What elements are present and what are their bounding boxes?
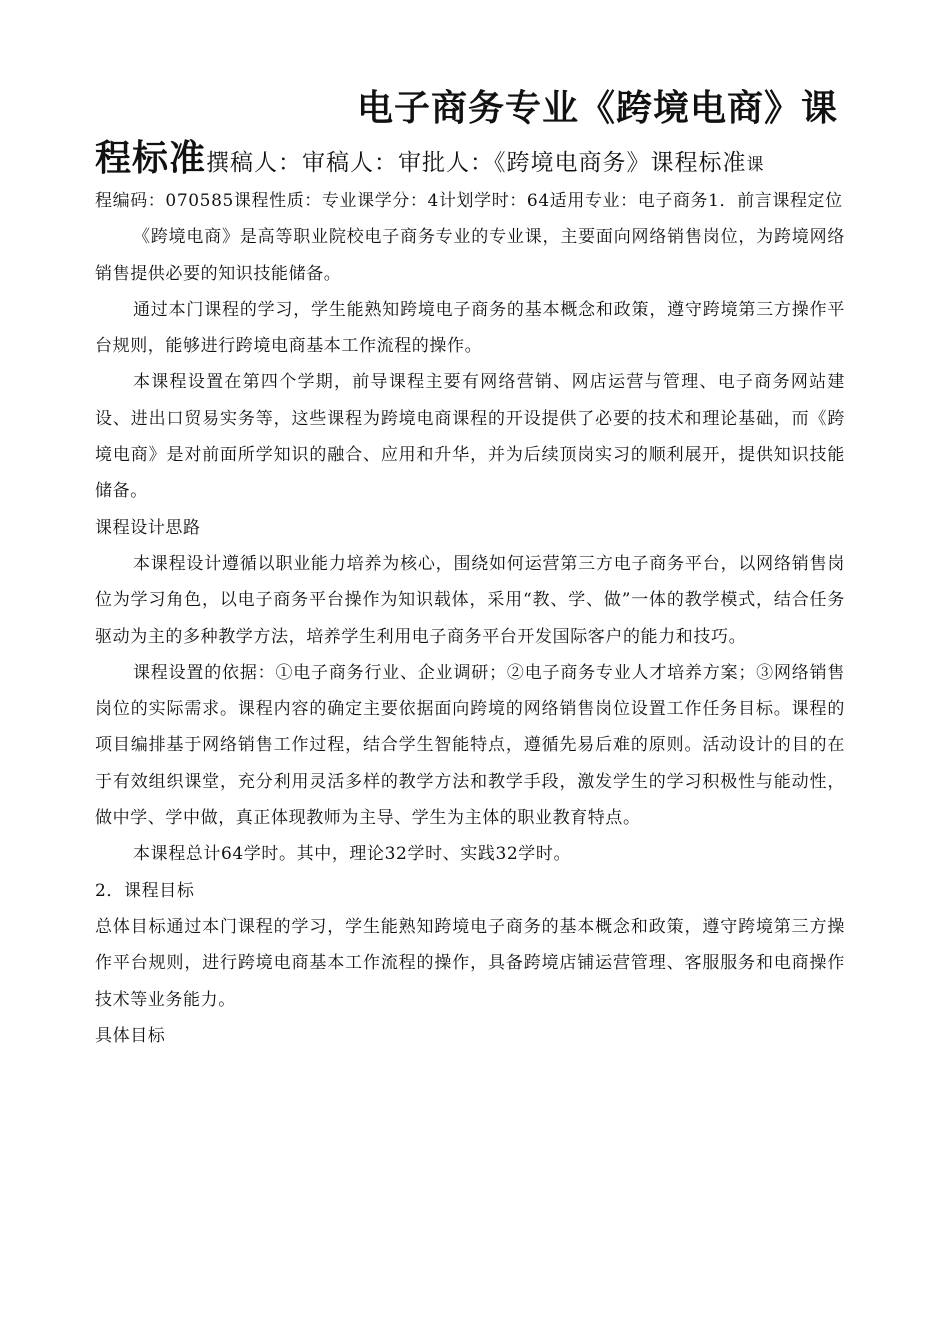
document-title: 电子商务专业《跨境电商》课 [357,88,839,129]
document-body [95,183,845,1054]
section-heading: 2．课程目标 [95,880,195,901]
body-paragraph: 《跨境电商》是高等职业院校电子商务专业的专业课，主要面向网络销售岗位，为跨境网络销售提供必要的知识技能储备。 [95,227,845,284]
body-paragraph: 本课程设置在第四个学期，前导课程主要有网络营销、网店运营与管理、电子商务网站建设、进出口贸易实务等，这些课程为跨境电商课程的开设提供了必要的技术和理论基础，而《跨境电商》是对前面所学知识的融合、应用和升华，并为后续顶岗实习的顺利展开，提供知识技能储备。 [95,372,845,502]
authors-line-tail: 课 [746,155,764,175]
body-paragraph: 总体目标通过本门课程的学习，学生能熟知跨境电子商务的基本概念和政策，遵守跨境第三方操作平台规则，进行跨境电商基本工作流程的操作，具备跨境店铺运营管理、客服服务和电商操作技术等业务能力。 [95,916,845,1010]
authors-line: 撰稿人：审稿人：审批人：《跨境电商务》课程标准 [206,150,747,176]
body-paragraph: 通过本门课程的学习，学生能熟知跨境电子商务的基本概念和政策，遵守跨境第三方操作平台规则，能够进行跨境电商基本工作流程的操作。 [95,299,845,357]
body-paragraph: 本课程总计64学时。其中，理论32学时、实践32学时。 [133,844,572,865]
body-paragraph: 课程设置的依据：①电子商务行业、企业调研；②电子商务专业人才培养方案；③网络销售岗位的实际需求。课程内容的确定主要依据面向跨境的网络销售岗位设置工作任务目标。课程的项目编排基于网络销售工作过程，结合学生智能特点，遵循先易后难的原则。活动设计的目的在于有效组织课堂，充分利用灵活多样的教学方法和教学手段，激发学生的学习积极性与能动性，做中学、学中做，真正体现教师为主导、学生为主体的职业教育特点。 [95,662,845,829]
document-title-tail: 程标准 [95,138,207,179]
section-heading: 具体目标 [95,1025,166,1046]
course-info-paragraph: 程编码：070585课程性质：专业课学分：4计划学时：64适用专业：电子商务1．前言课程定位 [95,191,843,211]
section-heading: 课程设计思路 [95,517,201,538]
body-paragraph: 本课程设计遵循以职业能力培养为核心，围绕如何运营第三方电子商务平台，以网络销售岗位为学习角色，以电子商务平台操作为知识载体，采用“教、学、做”一体的教学模式，结合任务驱动为主的多种教学方法，培养学生利用电子商务平台开发国际客户的能力和技巧。 [95,553,845,647]
document-title-continuation [95,130,855,181]
